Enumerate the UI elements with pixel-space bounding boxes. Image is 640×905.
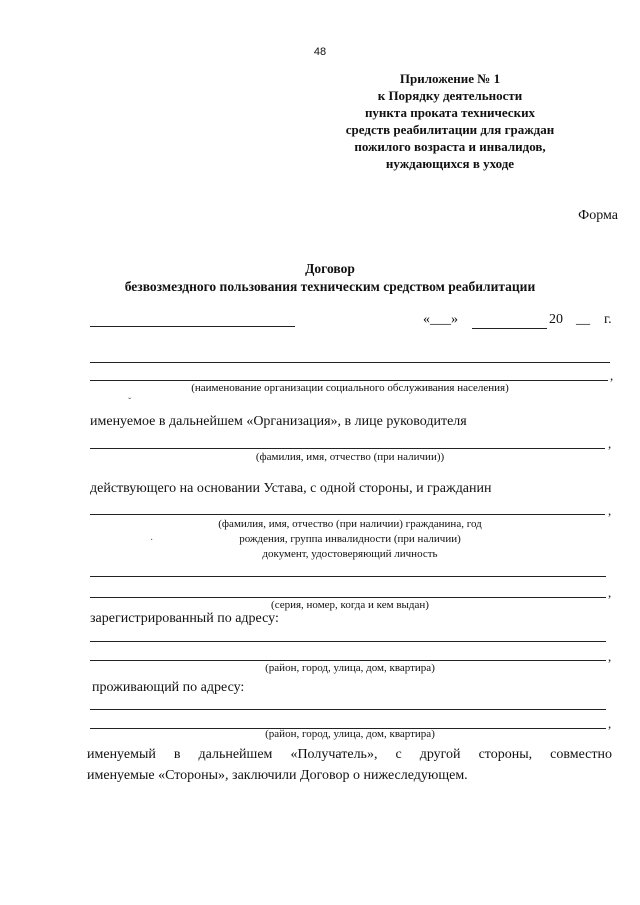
appendix-line: Приложение № 1: [399, 71, 501, 86]
registered-address-field-1[interactable]: [90, 641, 606, 642]
organization-field-1[interactable]: [90, 362, 610, 363]
organization-caption: (наименование организации социального обслуживания населения): [191, 382, 509, 394]
place-field[interactable]: [90, 326, 295, 327]
registered-address-caption: (район, город, улица, дом, квартира): [265, 662, 435, 674]
head-name-caption: (фамилия, имя, отчество (при наличии)): [255, 451, 445, 463]
document-caption: (серия, номер, когда и кем выдан): [271, 599, 429, 611]
form-label: Форма: [578, 208, 618, 223]
final-paragraph: [87, 744, 612, 786]
registered-address-field-2[interactable]: [90, 660, 606, 661]
comma: ,: [608, 585, 612, 600]
stray-mark: ˇ: [128, 397, 132, 408]
document-field-1[interactable]: [90, 576, 606, 577]
head-name-field[interactable]: [90, 448, 605, 449]
title-line-2: безвозмездного пользования техническим средством реабилитации: [124, 279, 536, 294]
organization-field-2[interactable]: [90, 380, 608, 381]
living-address-caption: (район, город, улица, дом, квартира): [265, 728, 435, 740]
appendix-line: средств реабилитации для граждан: [345, 122, 555, 137]
title-line-1: Договор: [305, 261, 355, 276]
appendix-line: нуждающихся в уходе: [385, 156, 515, 171]
final-line-2: именуемые «Стороны», заключили Договор о нижеследующем.: [87, 768, 468, 783]
comma: ,: [608, 716, 612, 731]
appendix-line: пожилого возраста и инвалидов,: [354, 139, 546, 154]
citizen-field[interactable]: [90, 514, 605, 515]
registered-address-text: зарегистрированный по адресу:: [90, 611, 279, 626]
document-title: [60, 260, 600, 296]
appendix-line: пункта проката технических: [364, 105, 536, 120]
final-line-1: именуемый в дальнейшем «Получатель», с другой стороны, совместно: [87, 747, 612, 762]
acting-basis-text: действующего на основании Устава, с одной стороны, и гражданин: [90, 481, 492, 496]
comma: ,: [608, 436, 612, 451]
citizen-caption-3: документ, удостоверяющий личность: [262, 548, 438, 560]
date-month-field[interactable]: [472, 328, 547, 329]
date-year-field[interactable]: __: [576, 312, 590, 327]
date-day-field[interactable]: «___»: [423, 312, 458, 327]
comma: ,: [610, 368, 614, 383]
document-field-2[interactable]: [90, 597, 606, 598]
comma: ,: [608, 649, 612, 664]
page-number: 48: [313, 46, 327, 58]
comma: ,: [608, 503, 612, 518]
appendix-header: [330, 70, 570, 172]
named-org-text: именуемое в дальнейшем «Организация», в лице руководителя: [90, 414, 467, 429]
living-address-text: проживающий по адресу:: [92, 680, 245, 695]
appendix-line: к Порядку деятельности: [377, 88, 523, 103]
citizen-caption-2: рождения, группа инвалидности (при наличии): [239, 533, 461, 545]
citizen-caption-1: (фамилия, имя, отчество (при наличии) гражданина, год: [218, 518, 482, 530]
living-address-field-1[interactable]: [90, 709, 606, 710]
date-year-suffix: г.: [604, 312, 612, 327]
date-year-prefix: 20: [549, 312, 563, 327]
stray-mark: ·: [150, 535, 154, 546]
